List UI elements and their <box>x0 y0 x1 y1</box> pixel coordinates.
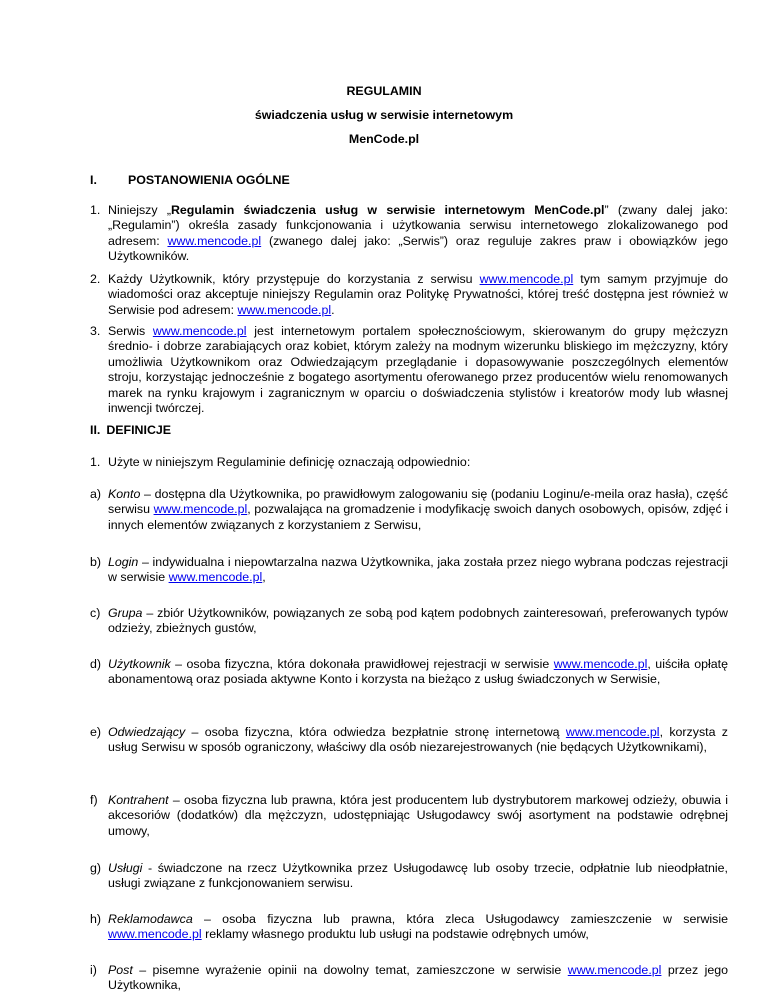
section-1-item-2 <box>90 272 728 318</box>
item-text: Użytkownik – osoba fizyczna, która dokonała prawidłowej rejestracji w serwisie www.mencode.pl, uiściła opłatę abonamentową oraz posiada aktywne Konto i korzysta na bieżąco z usług świadczonych w Serwisie, <box>108 657 728 687</box>
item-text: Serwis www.mencode.pl jest internetowym portalem społecznościowym, skierowanym do grupy mężczyzn średnio- i dobrze zarabiających oraz kobiet, którym zależy na modnym wizerunku bliskiego im mężczyzny, który umożliwia Użytkownikom oraz Odwiedzającym przeglądanie i dopasowywanie poszczególnych elementów stroju, korzystając jednocześnie z bogatego asortymentu oferowanego przez producentów wielu renomowanych marek na rynku krajowym i zagranicznym w oparciu o doświadczenia stylistów i kreatorów mody lub własnej inwencji twórczej. <box>108 324 728 416</box>
mencode-link[interactable]: www.mencode.pl <box>152 324 247 338</box>
definition-term: Kontrahent <box>108 793 169 807</box>
definition-reklamodawca <box>90 912 728 943</box>
section-2-number: II. <box>90 423 101 437</box>
definition-term: Reklamodawca <box>108 912 193 926</box>
doc-title: REGULAMIN <box>346 84 422 98</box>
section-1-title: POSTANOWIENIA OGÓLNE <box>128 173 290 187</box>
item-marker: 3. <box>90 324 101 338</box>
mencode-link[interactable]: www.mencode.pl <box>153 502 248 517</box>
definition-term: Konto <box>108 487 141 501</box>
definition-term: Login <box>108 555 139 569</box>
definition-term: Post <box>108 963 133 977</box>
definition-uzytkownik <box>90 657 728 688</box>
item-marker: e) <box>90 725 102 739</box>
item-marker: 2. <box>90 272 101 286</box>
item-text: Grupa – zbiór Użytkowników, powiązanych ze sobą pod kątem podobnych zainteresowań, preferowanych typów odzieży, zbieżnych gustów, <box>108 606 728 636</box>
mencode-link[interactable]: www.mencode.pl <box>108 927 202 942</box>
mencode-link[interactable]: www.mencode.pl <box>479 272 574 286</box>
doc-site-name: MenCode.pl <box>348 132 420 146</box>
definition-konto <box>90 487 728 533</box>
item-marker: g) <box>90 861 102 875</box>
section-2-title: DEFINICJE <box>106 423 172 437</box>
mencode-link[interactable]: www.mencode.pl <box>553 657 648 671</box>
section-1-item-1 <box>90 203 728 265</box>
definition-term: Użytkownik <box>108 657 171 671</box>
item-text: Niniejszy „Regulamin świadczenia usług w serwisie internetowym MenCode.pl” (zwany dalej jako: „Regulamin”) określa zasady funkcjonowania i użytkowania serwisu internetowego zlokalizowanego pod adresem: www.mencode.pl (zwanego dalej jako: „Serwis”) oraz reguluje zakres praw i obowiązków jego Użytkowników. <box>108 203 728 264</box>
item-marker: b) <box>90 555 102 569</box>
mencode-link[interactable]: www.mencode.pl <box>168 570 263 585</box>
definition-uslugi <box>90 861 728 892</box>
definition-login <box>90 555 728 586</box>
item-text: Usługi - świadczone na rzecz Użytkownika przez Usługodawcę lub osoby trzecie, odpłatnie lub nieodpłatnie, usługi związane z funkcjonowaniem serwisu. <box>108 861 728 891</box>
item-text: Post – pisemne wyrażenie opinii na dowolny temat, zamieszczone w serwisie www.mencode.pl przez jego Użytkownika, <box>108 963 728 993</box>
section-2-intro <box>90 455 728 470</box>
definition-term: Usługi <box>108 861 143 875</box>
item-text: Kontrahent – osoba fizyczna lub prawna, która jest producentem lub dystrybutorem markowej odzieży, obuwia i akcesoriów (dodatków) dla mężczyzn, udostępniając Usługodawcy swój asortyment na podstawie odrębnej umowy, <box>108 793 728 838</box>
section-2-heading <box>90 423 171 438</box>
definition-grupa <box>90 606 728 637</box>
definition-term: Odwiedzający <box>108 725 186 739</box>
mencode-link[interactable]: www.mencode.pl <box>567 963 662 977</box>
item-marker: i) <box>90 963 97 977</box>
item-text: Konto – dostępna dla Użytkownika, po prawidłowym zalogowaniu się (podaniu Loginu/e-meila oraz hasła), część serwisu www.mencode.pl, pozwalająca na gromadzenie i modyfikację swoich danych osobowych, opisów, zdjęć i innych elementów związanych z korzystaniem z Serwisu, <box>108 487 728 532</box>
item-marker: c) <box>90 606 101 620</box>
section-1-item-3 <box>90 324 728 416</box>
item-marker: f) <box>90 793 98 807</box>
item-marker: h) <box>90 912 102 926</box>
definition-odwiedzajacy <box>90 725 728 756</box>
item-text: Login – indywidualna i niepowtarzalna nazwa Użytkownika, jaka została przez niego wybrana podczas rejestracji w serwisie www.mencode.pl, <box>108 555 728 585</box>
section-1-number: I. <box>90 173 97 187</box>
item-marker: a) <box>90 487 102 501</box>
item-text: Każdy Użytkownik, który przystępuje do korzystania z serwisu www.mencode.pl tym samym przyjmuje do wiadomości oraz akceptuje niniejszy Regulamin oraz Politykę Prywatności, której treść dostępna jest również w Serwisie pod adresem: www.mencode.pl. <box>108 272 728 317</box>
mencode-link[interactable]: www.mencode.pl <box>237 302 332 317</box>
mencode-link[interactable]: www.mencode.pl <box>167 233 262 248</box>
definition-term: Grupa <box>108 606 143 620</box>
item-marker: 1. <box>90 203 101 217</box>
item-text: Odwiedzający – osoba fizyczna, która odwiedza bezpłatnie stronę internetową www.mencode.pl, korzysta z usług Serwisu w sposób ograniczony, właściwy dla osób niezarejestrowanych (nie będących Użytkownikami), <box>108 725 729 755</box>
item-marker: 1. <box>90 455 101 469</box>
mencode-link[interactable]: www.mencode.pl <box>565 725 660 739</box>
doc-subtitle: świadczenia usług w serwisie internetowym <box>254 108 514 122</box>
definition-kontrahent <box>90 793 728 839</box>
item-marker: d) <box>90 657 102 671</box>
item-text: Reklamodawca – osoba fizyczna lub prawna, która zleca Usługodawcy zamieszczenie w serwisie www.mencode.pl reklamy własnego produktu lub usługi na podstawie odrębnych umów, <box>108 912 728 942</box>
item-text: Użyte w niniejszym Regulaminie definicję oznaczają odpowiednio: <box>108 455 471 469</box>
section-1-heading <box>90 173 290 188</box>
definition-post <box>90 963 728 994</box>
